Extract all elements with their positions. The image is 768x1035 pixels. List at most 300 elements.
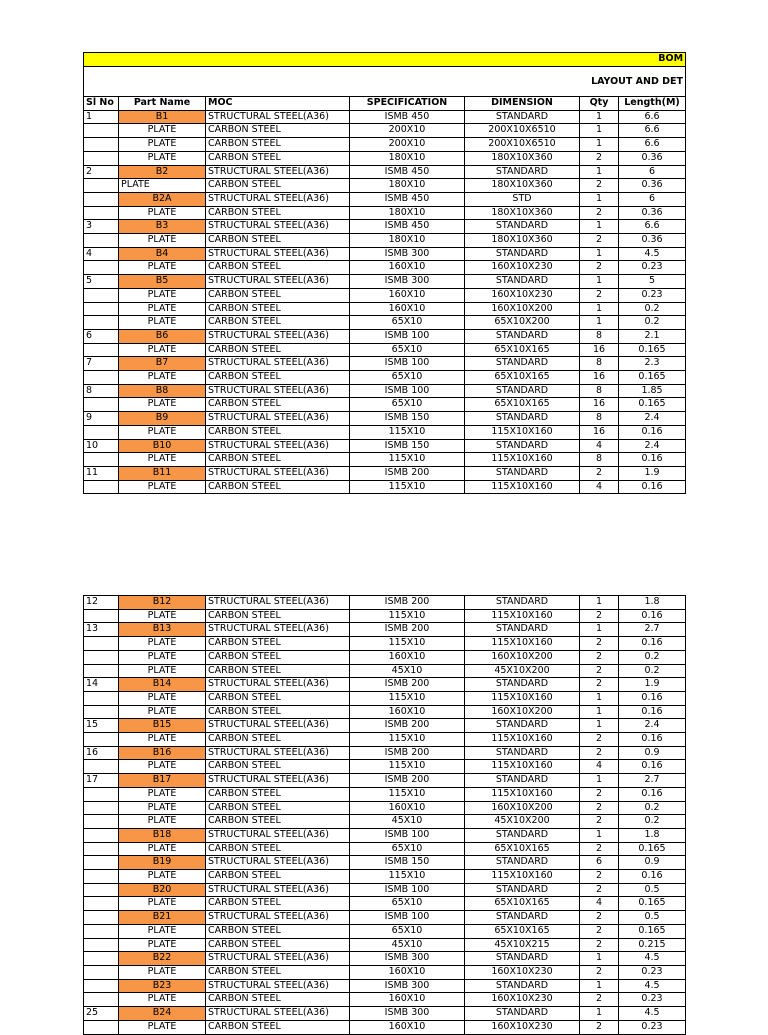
- part-name-cell[interactable]: PLATE: [119, 965, 206, 979]
- specification-cell[interactable]: 160X10: [350, 288, 465, 302]
- moc-cell[interactable]: CARBON STEEL: [206, 787, 350, 801]
- dimension-cell[interactable]: 180X10X360: [465, 234, 580, 248]
- sl-no-cell[interactable]: [84, 637, 119, 651]
- specification-cell[interactable]: 160X10: [350, 965, 465, 979]
- sl-no-cell[interactable]: [84, 897, 119, 911]
- dimension-cell[interactable]: 65X10X165: [465, 924, 580, 938]
- length-cell[interactable]: 0.36: [619, 206, 686, 220]
- specification-cell[interactable]: 65X10: [350, 371, 465, 385]
- part-name-cell[interactable]: B2: [119, 165, 206, 179]
- part-name-cell[interactable]: PLATE: [119, 842, 206, 856]
- length-cell[interactable]: 0.16: [619, 705, 686, 719]
- part-name-cell[interactable]: PLATE: [119, 924, 206, 938]
- qty-cell[interactable]: 6: [580, 856, 619, 870]
- moc-cell[interactable]: STRUCTURAL STEEL(A36): [206, 110, 350, 124]
- sl-no-cell[interactable]: [84, 609, 119, 623]
- moc-cell[interactable]: CARBON STEEL: [206, 842, 350, 856]
- sl-no-cell[interactable]: [84, 733, 119, 747]
- length-cell[interactable]: 0.165: [619, 842, 686, 856]
- moc-cell[interactable]: CARBON STEEL: [206, 924, 350, 938]
- moc-cell[interactable]: CARBON STEEL: [206, 124, 350, 138]
- part-name-cell[interactable]: PLATE: [119, 760, 206, 774]
- sl-no-cell[interactable]: [84, 179, 119, 193]
- length-cell[interactable]: 0.2: [619, 302, 686, 316]
- sl-no-cell[interactable]: 14: [84, 678, 119, 692]
- dimension-cell[interactable]: STANDARD: [465, 856, 580, 870]
- moc-cell[interactable]: CARBON STEEL: [206, 870, 350, 884]
- specification-cell[interactable]: ISMB 200: [350, 466, 465, 480]
- dimension-cell[interactable]: 160X10X200: [465, 801, 580, 815]
- qty-cell[interactable]: 2: [580, 466, 619, 480]
- dimension-cell[interactable]: 160X10X200: [465, 302, 580, 316]
- dimension-cell[interactable]: STANDARD: [465, 412, 580, 426]
- moc-cell[interactable]: CARBON STEEL: [206, 151, 350, 165]
- part-name-cell[interactable]: PLATE: [119, 705, 206, 719]
- qty-cell[interactable]: 2: [580, 261, 619, 275]
- dimension-cell[interactable]: STANDARD: [465, 357, 580, 371]
- qty-cell[interactable]: 2: [580, 924, 619, 938]
- qty-cell[interactable]: 1: [580, 623, 619, 637]
- length-cell[interactable]: 6: [619, 192, 686, 206]
- moc-cell[interactable]: STRUCTURAL STEEL(A36): [206, 746, 350, 760]
- qty-cell[interactable]: 2: [580, 664, 619, 678]
- moc-cell[interactable]: STRUCTURAL STEEL(A36): [206, 883, 350, 897]
- qty-cell[interactable]: 1: [580, 302, 619, 316]
- part-name-cell[interactable]: PLATE: [119, 993, 206, 1007]
- dimension-cell[interactable]: 115X10X160: [465, 480, 580, 494]
- qty-cell[interactable]: 2: [580, 650, 619, 664]
- part-name-cell[interactable]: PLATE: [119, 801, 206, 815]
- dimension-cell[interactable]: 45X10X200: [465, 815, 580, 829]
- specification-cell[interactable]: 115X10: [350, 425, 465, 439]
- qty-cell[interactable]: 2: [580, 206, 619, 220]
- qty-cell[interactable]: 2: [580, 288, 619, 302]
- length-cell[interactable]: 0.2: [619, 815, 686, 829]
- part-name-cell[interactable]: B15: [119, 719, 206, 733]
- dimension-cell[interactable]: 160X10X230: [465, 993, 580, 1007]
- sl-no-cell[interactable]: [84, 993, 119, 1007]
- part-name-cell[interactable]: B24: [119, 1007, 206, 1021]
- length-cell[interactable]: 6: [619, 165, 686, 179]
- length-cell[interactable]: 0.16: [619, 453, 686, 467]
- length-cell[interactable]: 0.16: [619, 637, 686, 651]
- sl-no-cell[interactable]: [84, 828, 119, 842]
- part-name-cell[interactable]: PLATE: [119, 733, 206, 747]
- moc-cell[interactable]: STRUCTURAL STEEL(A36): [206, 220, 350, 234]
- specification-cell[interactable]: 160X10: [350, 302, 465, 316]
- length-cell[interactable]: 0.23: [619, 261, 686, 275]
- part-name-cell[interactable]: PLATE: [119, 938, 206, 952]
- moc-cell[interactable]: CARBON STEEL: [206, 691, 350, 705]
- sl-no-cell[interactable]: 17: [84, 774, 119, 788]
- specification-cell[interactable]: 115X10: [350, 609, 465, 623]
- sl-no-cell[interactable]: 5: [84, 275, 119, 289]
- moc-cell[interactable]: CARBON STEEL: [206, 637, 350, 651]
- moc-cell[interactable]: CARBON STEEL: [206, 206, 350, 220]
- specification-cell[interactable]: ISMB 300: [350, 275, 465, 289]
- dimension-cell[interactable]: STANDARD: [465, 384, 580, 398]
- sl-no-cell[interactable]: 2: [84, 165, 119, 179]
- moc-cell[interactable]: CARBON STEEL: [206, 316, 350, 330]
- dimension-cell[interactable]: 180X10X360: [465, 179, 580, 193]
- dimension-cell[interactable]: STANDARD: [465, 466, 580, 480]
- moc-cell[interactable]: CARBON STEEL: [206, 371, 350, 385]
- dimension-cell[interactable]: 115X10X160: [465, 733, 580, 747]
- specification-cell[interactable]: 160X10: [350, 705, 465, 719]
- length-cell[interactable]: 5: [619, 275, 686, 289]
- length-cell[interactable]: 0.23: [619, 288, 686, 302]
- length-cell[interactable]: 0.5: [619, 911, 686, 925]
- sl-no-cell[interactable]: 13: [84, 623, 119, 637]
- length-cell[interactable]: 0.36: [619, 151, 686, 165]
- dimension-cell[interactable]: STANDARD: [465, 883, 580, 897]
- length-cell[interactable]: 1.8: [619, 596, 686, 610]
- part-name-cell[interactable]: PLATE: [119, 453, 206, 467]
- specification-cell[interactable]: ISMB 450: [350, 110, 465, 124]
- qty-cell[interactable]: 2: [580, 746, 619, 760]
- dimension-cell[interactable]: 115X10X160: [465, 870, 580, 884]
- moc-cell[interactable]: STRUCTURAL STEEL(A36): [206, 678, 350, 692]
- length-cell[interactable]: 1.9: [619, 466, 686, 480]
- sl-no-cell[interactable]: 8: [84, 384, 119, 398]
- qty-cell[interactable]: 1: [580, 124, 619, 138]
- moc-cell[interactable]: STRUCTURAL STEEL(A36): [206, 774, 350, 788]
- length-cell[interactable]: 0.165: [619, 398, 686, 412]
- sl-no-cell[interactable]: [84, 371, 119, 385]
- specification-cell[interactable]: ISMB 200: [350, 719, 465, 733]
- length-cell[interactable]: 4.5: [619, 1007, 686, 1021]
- dimension-cell[interactable]: STANDARD: [465, 719, 580, 733]
- moc-cell[interactable]: STRUCTURAL STEEL(A36): [206, 384, 350, 398]
- part-name-cell[interactable]: B1: [119, 110, 206, 124]
- sl-no-cell[interactable]: 4: [84, 247, 119, 261]
- dimension-cell[interactable]: STANDARD: [465, 247, 580, 261]
- specification-cell[interactable]: 160X10: [350, 261, 465, 275]
- sl-no-cell[interactable]: [84, 124, 119, 138]
- moc-cell[interactable]: CARBON STEEL: [206, 138, 350, 152]
- part-name-cell[interactable]: B13: [119, 623, 206, 637]
- specification-cell[interactable]: ISMB 150: [350, 439, 465, 453]
- specification-cell[interactable]: 180X10: [350, 179, 465, 193]
- moc-cell[interactable]: STRUCTURAL STEEL(A36): [206, 466, 350, 480]
- dimension-cell[interactable]: 160X10X230: [465, 288, 580, 302]
- moc-cell[interactable]: CARBON STEEL: [206, 343, 350, 357]
- qty-cell[interactable]: 1: [580, 719, 619, 733]
- part-name-cell[interactable]: B16: [119, 746, 206, 760]
- qty-cell[interactable]: 2: [580, 993, 619, 1007]
- length-cell[interactable]: 0.16: [619, 691, 686, 705]
- qty-cell[interactable]: 2: [580, 883, 619, 897]
- dimension-cell[interactable]: 160X10X230: [465, 965, 580, 979]
- sl-no-cell[interactable]: [84, 151, 119, 165]
- specification-cell[interactable]: 200X10: [350, 124, 465, 138]
- sl-no-cell[interactable]: [84, 979, 119, 993]
- moc-cell[interactable]: STRUCTURAL STEEL(A36): [206, 192, 350, 206]
- specification-cell[interactable]: ISMB 200: [350, 774, 465, 788]
- header-part-name[interactable]: Part Name: [119, 97, 206, 111]
- part-name-cell[interactable]: B9: [119, 412, 206, 426]
- part-name-cell[interactable]: B14: [119, 678, 206, 692]
- specification-cell[interactable]: 160X10: [350, 1020, 465, 1034]
- dimension-cell[interactable]: 65X10X165: [465, 343, 580, 357]
- part-name-cell[interactable]: PLATE: [119, 234, 206, 248]
- length-cell[interactable]: 1.85: [619, 384, 686, 398]
- sl-no-cell[interactable]: [84, 870, 119, 884]
- qty-cell[interactable]: 1: [580, 220, 619, 234]
- specification-cell[interactable]: 65X10: [350, 924, 465, 938]
- specification-cell[interactable]: 115X10: [350, 733, 465, 747]
- qty-cell[interactable]: 16: [580, 425, 619, 439]
- moc-cell[interactable]: CARBON STEEL: [206, 760, 350, 774]
- dimension-cell[interactable]: 160X10X200: [465, 705, 580, 719]
- moc-cell[interactable]: CARBON STEEL: [206, 234, 350, 248]
- sl-no-cell[interactable]: [84, 664, 119, 678]
- part-name-cell[interactable]: PLATE: [119, 637, 206, 651]
- length-cell[interactable]: 0.215: [619, 938, 686, 952]
- dimension-cell[interactable]: STANDARD: [465, 774, 580, 788]
- sl-no-cell[interactable]: [84, 425, 119, 439]
- sl-no-cell[interactable]: [84, 911, 119, 925]
- specification-cell[interactable]: ISMB 100: [350, 828, 465, 842]
- specification-cell[interactable]: ISMB 100: [350, 329, 465, 343]
- sl-no-cell[interactable]: [84, 138, 119, 152]
- length-cell[interactable]: 0.165: [619, 343, 686, 357]
- part-name-cell[interactable]: PLATE: [119, 870, 206, 884]
- moc-cell[interactable]: STRUCTURAL STEEL(A36): [206, 719, 350, 733]
- moc-cell[interactable]: STRUCTURAL STEEL(A36): [206, 1007, 350, 1021]
- sl-no-cell[interactable]: [84, 938, 119, 952]
- sl-no-cell[interactable]: [84, 1020, 119, 1034]
- length-cell[interactable]: 0.23: [619, 993, 686, 1007]
- length-cell[interactable]: 0.2: [619, 650, 686, 664]
- dimension-cell[interactable]: 115X10X160: [465, 760, 580, 774]
- moc-cell[interactable]: CARBON STEEL: [206, 480, 350, 494]
- part-name-cell[interactable]: PLATE: [119, 480, 206, 494]
- moc-cell[interactable]: CARBON STEEL: [206, 815, 350, 829]
- part-name-cell[interactable]: B17: [119, 774, 206, 788]
- specification-cell[interactable]: ISMB 300: [350, 979, 465, 993]
- sl-no-cell[interactable]: 10: [84, 439, 119, 453]
- length-cell[interactable]: 0.2: [619, 316, 686, 330]
- qty-cell[interactable]: 2: [580, 842, 619, 856]
- part-name-cell[interactable]: PLATE: [119, 897, 206, 911]
- qty-cell[interactable]: 2: [580, 179, 619, 193]
- specification-cell[interactable]: 115X10: [350, 760, 465, 774]
- sl-no-cell[interactable]: [84, 261, 119, 275]
- sl-no-cell[interactable]: 3: [84, 220, 119, 234]
- qty-cell[interactable]: 4: [580, 480, 619, 494]
- qty-cell[interactable]: 1: [580, 774, 619, 788]
- qty-cell[interactable]: 16: [580, 371, 619, 385]
- header-sl-no[interactable]: Sl No: [84, 97, 119, 111]
- dimension-cell[interactable]: STD: [465, 192, 580, 206]
- sl-no-cell[interactable]: [84, 856, 119, 870]
- qty-cell[interactable]: 1: [580, 138, 619, 152]
- dimension-cell[interactable]: 200X10X6510: [465, 124, 580, 138]
- length-cell[interactable]: 0.165: [619, 371, 686, 385]
- moc-cell[interactable]: CARBON STEEL: [206, 938, 350, 952]
- length-cell[interactable]: 0.2: [619, 664, 686, 678]
- specification-cell[interactable]: 160X10: [350, 993, 465, 1007]
- specification-cell[interactable]: ISMB 150: [350, 856, 465, 870]
- specification-cell[interactable]: ISMB 200: [350, 596, 465, 610]
- dimension-cell[interactable]: STANDARD: [465, 952, 580, 966]
- sl-no-cell[interactable]: [84, 206, 119, 220]
- dimension-cell[interactable]: 65X10X165: [465, 398, 580, 412]
- header-specification[interactable]: SPECIFICATION: [350, 97, 465, 111]
- dimension-cell[interactable]: STANDARD: [465, 220, 580, 234]
- moc-cell[interactable]: CARBON STEEL: [206, 733, 350, 747]
- specification-cell[interactable]: 65X10: [350, 316, 465, 330]
- qty-cell[interactable]: 1: [580, 828, 619, 842]
- sl-no-cell[interactable]: [84, 650, 119, 664]
- length-cell[interactable]: 6.6: [619, 124, 686, 138]
- part-name-cell[interactable]: PLATE: [119, 316, 206, 330]
- moc-cell[interactable]: STRUCTURAL STEEL(A36): [206, 357, 350, 371]
- part-name-cell[interactable]: PLATE: [119, 609, 206, 623]
- moc-cell[interactable]: CARBON STEEL: [206, 801, 350, 815]
- sl-no-cell[interactable]: [84, 815, 119, 829]
- sl-no-cell[interactable]: 11: [84, 466, 119, 480]
- moc-cell[interactable]: STRUCTURAL STEEL(A36): [206, 439, 350, 453]
- part-name-cell[interactable]: B23: [119, 979, 206, 993]
- dimension-cell[interactable]: 160X10X230: [465, 261, 580, 275]
- qty-cell[interactable]: 2: [580, 938, 619, 952]
- length-cell[interactable]: 0.2: [619, 801, 686, 815]
- sl-no-cell[interactable]: [84, 398, 119, 412]
- dimension-cell[interactable]: STANDARD: [465, 979, 580, 993]
- dimension-cell[interactable]: 200X10X6510: [465, 138, 580, 152]
- specification-cell[interactable]: 45X10: [350, 664, 465, 678]
- part-name-cell[interactable]: PLATE: [119, 206, 206, 220]
- dimension-cell[interactable]: STANDARD: [465, 329, 580, 343]
- specification-cell[interactable]: 65X10: [350, 398, 465, 412]
- qty-cell[interactable]: 8: [580, 357, 619, 371]
- qty-cell[interactable]: 1: [580, 165, 619, 179]
- moc-cell[interactable]: STRUCTURAL STEEL(A36): [206, 979, 350, 993]
- qty-cell[interactable]: 4: [580, 760, 619, 774]
- part-name-cell[interactable]: PLATE: [119, 650, 206, 664]
- moc-cell[interactable]: CARBON STEEL: [206, 261, 350, 275]
- specification-cell[interactable]: 180X10: [350, 206, 465, 220]
- specification-cell[interactable]: 115X10: [350, 637, 465, 651]
- specification-cell[interactable]: 180X10: [350, 234, 465, 248]
- qty-cell[interactable]: 2: [580, 637, 619, 651]
- length-cell[interactable]: 0.16: [619, 733, 686, 747]
- length-cell[interactable]: 0.23: [619, 1020, 686, 1034]
- sl-no-cell[interactable]: [84, 842, 119, 856]
- moc-cell[interactable]: STRUCTURAL STEEL(A36): [206, 329, 350, 343]
- dimension-cell[interactable]: STANDARD: [465, 678, 580, 692]
- dimension-cell[interactable]: STANDARD: [465, 110, 580, 124]
- dimension-cell[interactable]: STANDARD: [465, 623, 580, 637]
- sl-no-cell[interactable]: [84, 952, 119, 966]
- part-name-cell[interactable]: B8: [119, 384, 206, 398]
- moc-cell[interactable]: STRUCTURAL STEEL(A36): [206, 275, 350, 289]
- part-name-cell[interactable]: PLATE: [119, 343, 206, 357]
- part-name-cell[interactable]: PLATE: [119, 138, 206, 152]
- sl-no-cell[interactable]: 12: [84, 596, 119, 610]
- qty-cell[interactable]: 8: [580, 329, 619, 343]
- part-name-cell[interactable]: PLATE: [119, 691, 206, 705]
- length-cell[interactable]: 4.5: [619, 979, 686, 993]
- length-cell[interactable]: 0.9: [619, 856, 686, 870]
- dimension-cell[interactable]: 65X10X165: [465, 371, 580, 385]
- sl-no-cell[interactable]: [84, 801, 119, 815]
- part-name-cell[interactable]: PLATE: [119, 425, 206, 439]
- dimension-cell[interactable]: 45X10X200: [465, 664, 580, 678]
- length-cell[interactable]: 6.6: [619, 110, 686, 124]
- specification-cell[interactable]: 160X10: [350, 801, 465, 815]
- length-cell[interactable]: 4.5: [619, 952, 686, 966]
- specification-cell[interactable]: 65X10: [350, 343, 465, 357]
- moc-cell[interactable]: CARBON STEEL: [206, 1020, 350, 1034]
- part-name-cell[interactable]: B19: [119, 856, 206, 870]
- part-name-cell[interactable]: PLATE: [119, 261, 206, 275]
- qty-cell[interactable]: 1: [580, 110, 619, 124]
- qty-cell[interactable]: 4: [580, 897, 619, 911]
- dimension-cell[interactable]: 115X10X160: [465, 609, 580, 623]
- specification-cell[interactable]: ISMB 200: [350, 678, 465, 692]
- moc-cell[interactable]: STRUCTURAL STEEL(A36): [206, 165, 350, 179]
- length-cell[interactable]: 2.4: [619, 719, 686, 733]
- moc-cell[interactable]: CARBON STEEL: [206, 288, 350, 302]
- moc-cell[interactable]: CARBON STEEL: [206, 609, 350, 623]
- length-cell[interactable]: 2.7: [619, 623, 686, 637]
- moc-cell[interactable]: CARBON STEEL: [206, 650, 350, 664]
- qty-cell[interactable]: 2: [580, 1020, 619, 1034]
- sl-no-cell[interactable]: [84, 453, 119, 467]
- sl-no-cell[interactable]: [84, 705, 119, 719]
- part-name-cell[interactable]: B20: [119, 883, 206, 897]
- specification-cell[interactable]: ISMB 450: [350, 192, 465, 206]
- qty-cell[interactable]: 1: [580, 192, 619, 206]
- sl-no-cell[interactable]: 1: [84, 110, 119, 124]
- sl-no-cell[interactable]: [84, 316, 119, 330]
- specification-cell[interactable]: ISMB 150: [350, 412, 465, 426]
- dimension-cell[interactable]: 115X10X160: [465, 787, 580, 801]
- dimension-cell[interactable]: 180X10X360: [465, 206, 580, 220]
- dimension-cell[interactable]: 160X10X200: [465, 650, 580, 664]
- sl-no-cell[interactable]: [84, 787, 119, 801]
- sl-no-cell[interactable]: 15: [84, 719, 119, 733]
- specification-cell[interactable]: 45X10: [350, 938, 465, 952]
- part-name-cell[interactable]: B22: [119, 952, 206, 966]
- dimension-cell[interactable]: STANDARD: [465, 828, 580, 842]
- dimension-cell[interactable]: 115X10X160: [465, 425, 580, 439]
- qty-cell[interactable]: 8: [580, 412, 619, 426]
- part-name-cell[interactable]: B12: [119, 596, 206, 610]
- part-name-cell[interactable]: B2A: [119, 192, 206, 206]
- length-cell[interactable]: 4.5: [619, 247, 686, 261]
- length-cell[interactable]: 2.4: [619, 439, 686, 453]
- specification-cell[interactable]: 115X10: [350, 787, 465, 801]
- part-name-cell[interactable]: B6: [119, 329, 206, 343]
- specification-cell[interactable]: ISMB 300: [350, 247, 465, 261]
- sl-no-cell[interactable]: [84, 234, 119, 248]
- moc-cell[interactable]: STRUCTURAL STEEL(A36): [206, 247, 350, 261]
- specification-cell[interactable]: 115X10: [350, 691, 465, 705]
- sl-no-cell[interactable]: 6: [84, 329, 119, 343]
- part-name-cell[interactable]: PLATE: [119, 398, 206, 412]
- moc-cell[interactable]: CARBON STEEL: [206, 664, 350, 678]
- length-cell[interactable]: 0.16: [619, 480, 686, 494]
- part-name-cell[interactable]: B7: [119, 357, 206, 371]
- moc-cell[interactable]: CARBON STEEL: [206, 179, 350, 193]
- moc-cell[interactable]: STRUCTURAL STEEL(A36): [206, 412, 350, 426]
- dimension-cell[interactable]: 115X10X160: [465, 453, 580, 467]
- part-name-cell[interactable]: B11: [119, 466, 206, 480]
